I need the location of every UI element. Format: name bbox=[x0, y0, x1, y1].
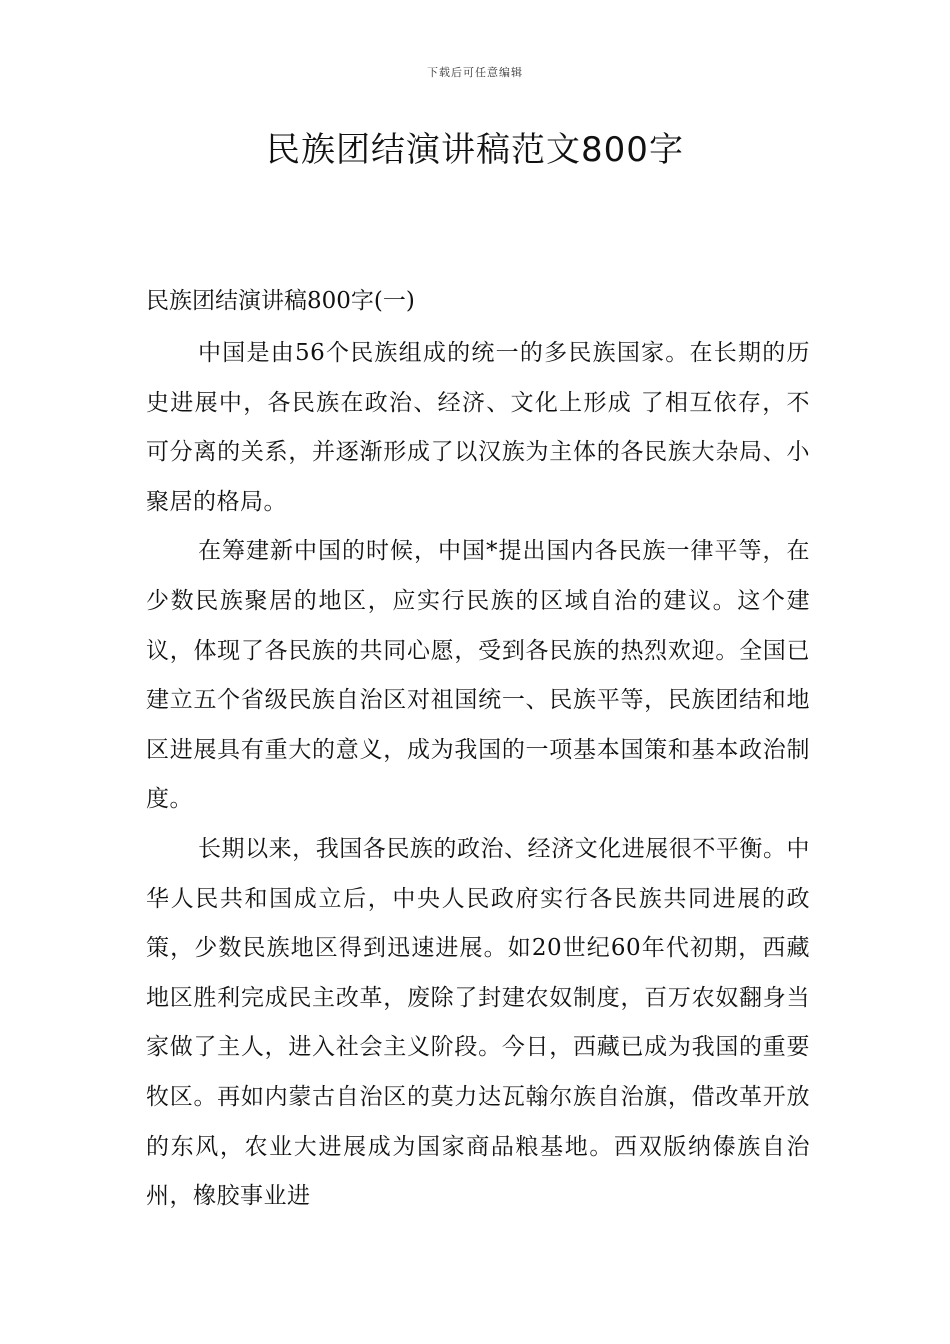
document-title: 民族团结演讲稿范文800字 bbox=[266, 130, 684, 170]
paragraph: 中国是由56个民族组成的统一的多民族国家。在长期的历史进展中，各民族在政治、经济、文化上形成 了相互依存，不可分离的关系，并逐渐形成了以汉族为主体的各民族大杂局、小聚居的格局。 bbox=[146, 340, 810, 515]
header-note: 下载后可任意编辑 bbox=[427, 66, 523, 79]
body-text bbox=[146, 329, 810, 1222]
paragraph: 在筹建新中国的时候，中国*提出国内各民族一律平等，在少数民族聚居的地区，应实行民族的区域自治的建议。这个建议，体现了各民族的共同心愿，受到各民族的热烈欢迎。全国已建立五个省级民族自治区对祖国统一、民族平等，民族团结和地区进展具有重大的意义，成为我国的一项基本国策和基本政治制度。 bbox=[146, 538, 810, 813]
paragraph: 长期以来，我国各民族的政治、经济文化进展很不平衡。中华人民共和国成立后，中央人民政府实行各民族共同进展的政策，少数民族地区得到迅速进展。如20世纪60年代初期，西藏地区胜利完成民主改革，废除了封建农奴制度，百万农奴翻身当家做了主人，进入社会主义阶段。今日，西藏已成为我国的重要牧区。再如内蒙古自治区的莫力达瓦翰尔族自治旗，借改革开放的东风，农业大进展成为国家商品粮基地。西双版纳傣族自治州，橡胶事业进 bbox=[146, 835, 810, 1210]
section-heading: 民族团结演讲稿800字(一) bbox=[146, 288, 415, 314]
